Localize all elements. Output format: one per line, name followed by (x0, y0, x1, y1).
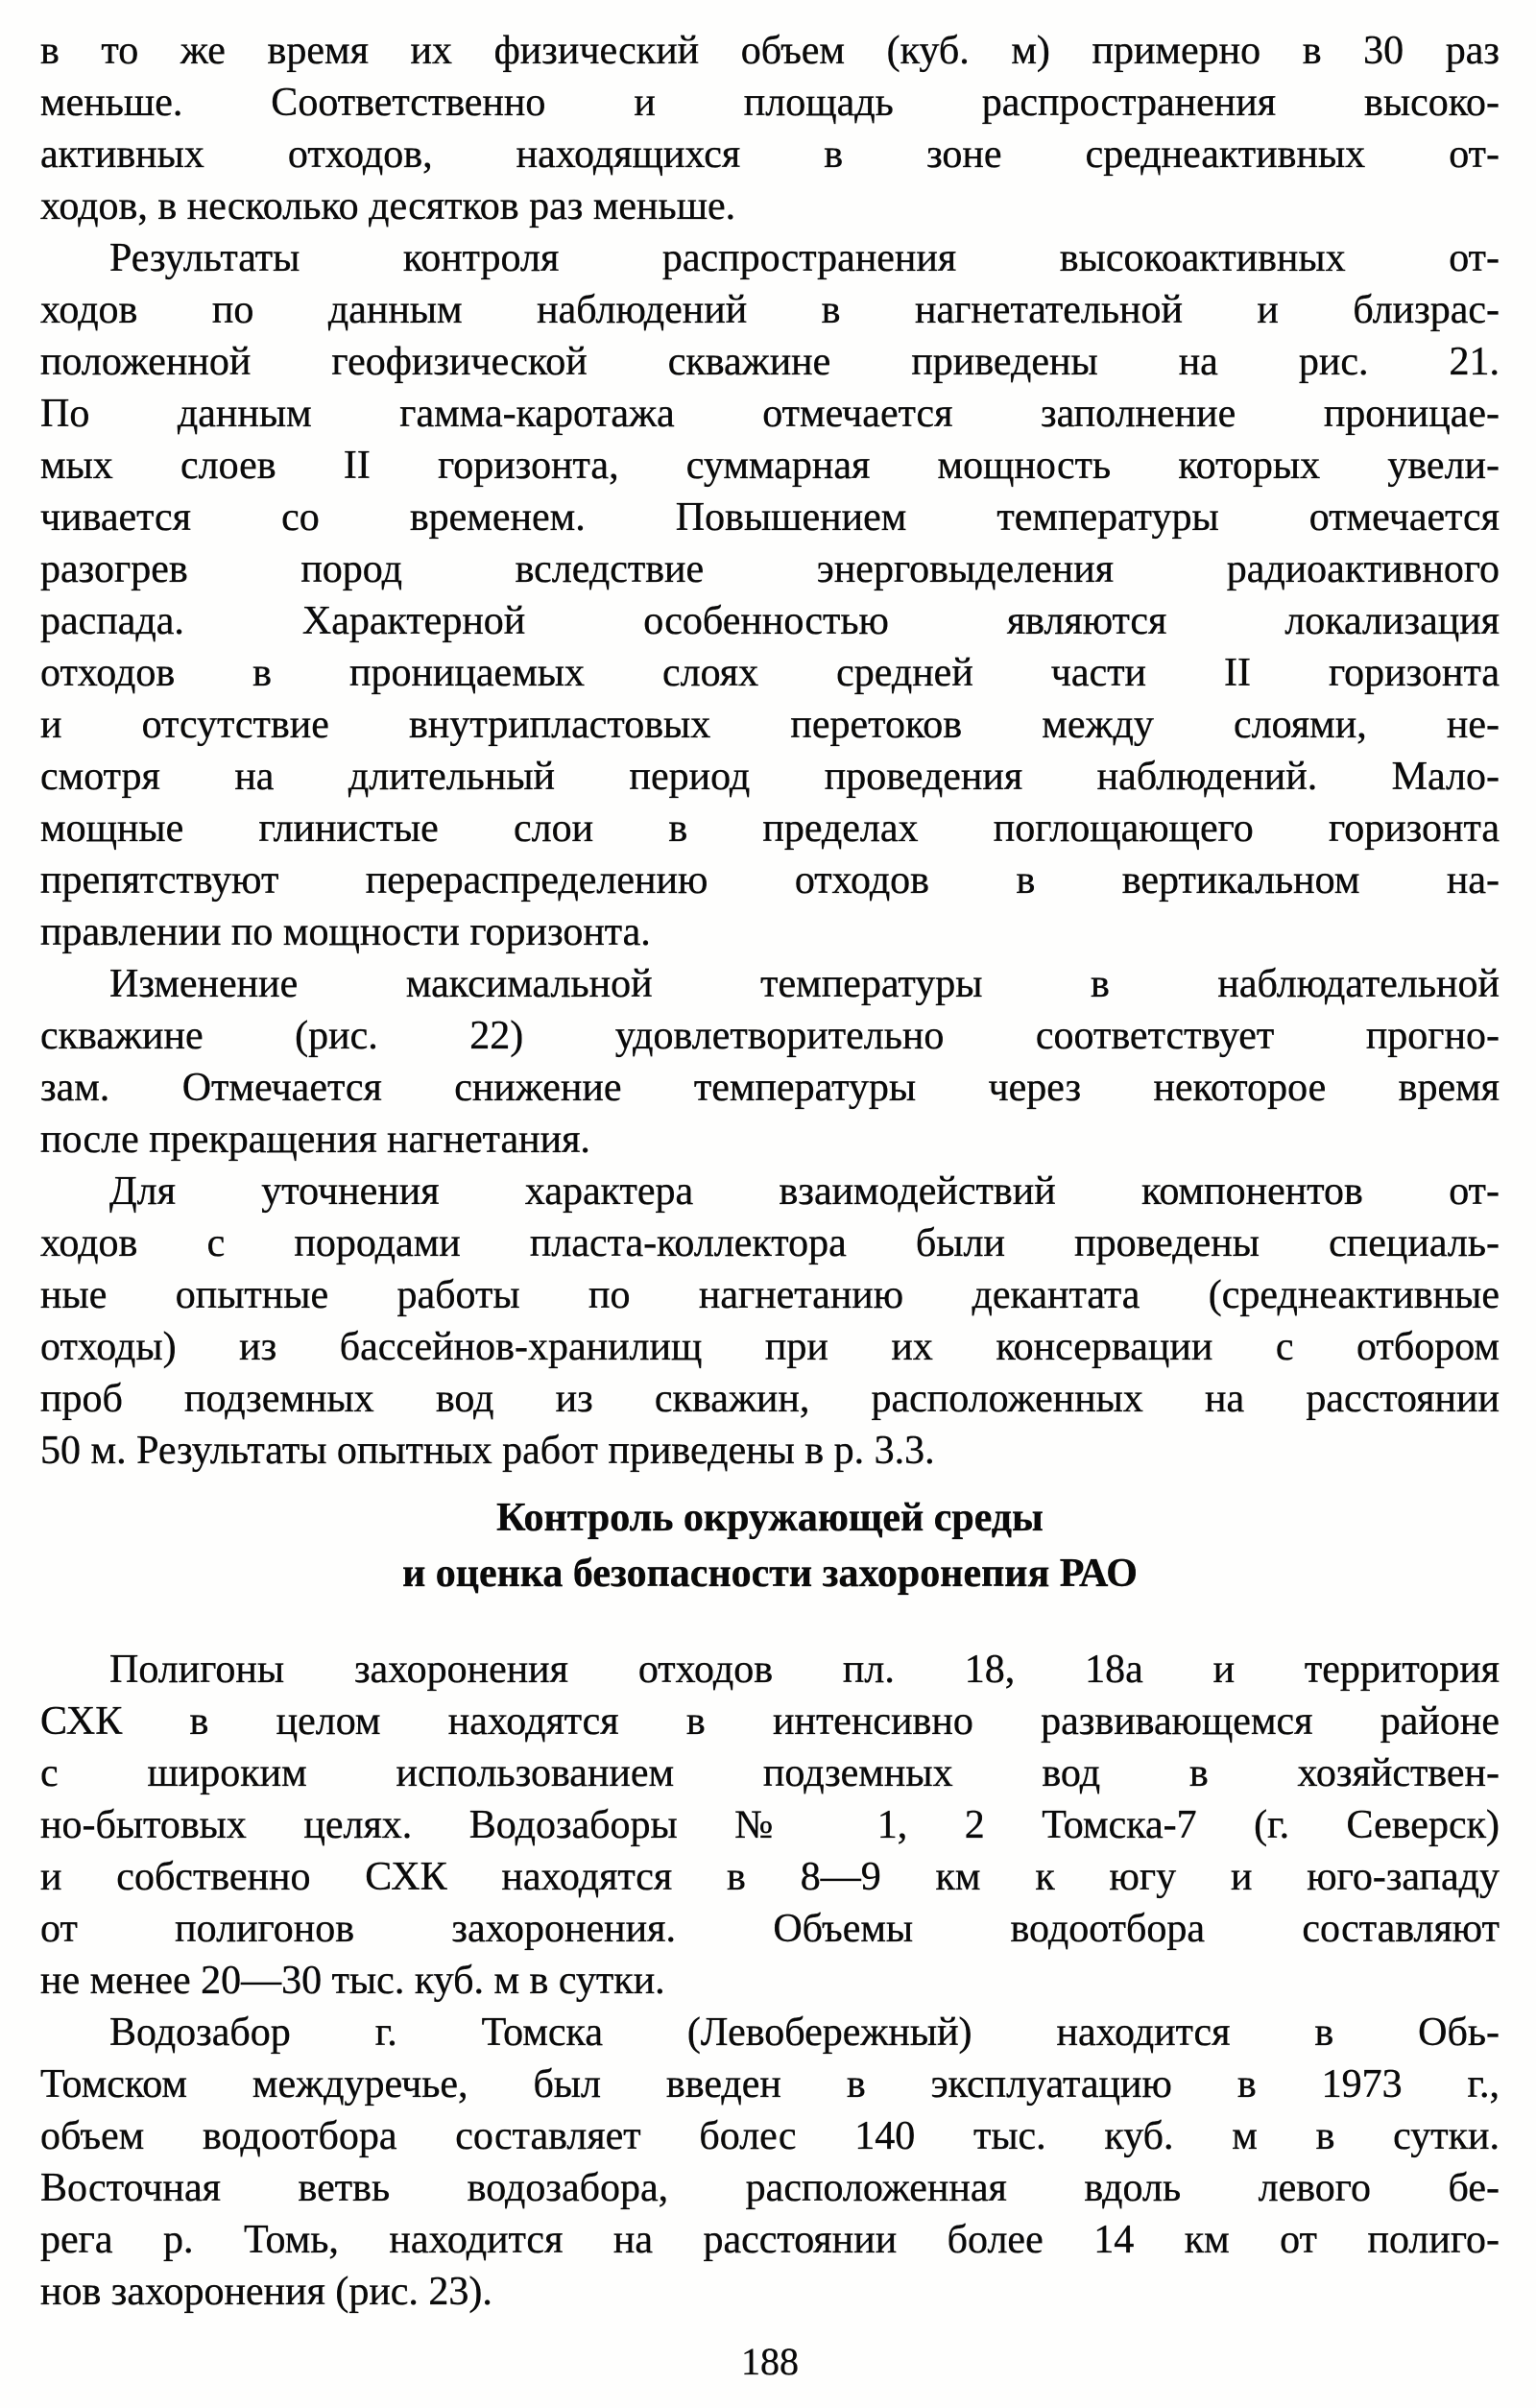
text-line: ходов по данным наблюдений в нагнетательной и близрас- (40, 288, 1500, 332)
text-line: разогрев пород вследствие энерговыделения радиоактивного (40, 547, 1500, 591)
text-line: активных отходов, находящихся в зоне среднеактивных от- (40, 132, 1500, 177)
text-line: объем водоотбора составляет болес 140 тыс. куб. м в сутки. (40, 2114, 1500, 2158)
text-line: проб подземных вод из скважин, расположенных на расстоянии (40, 1377, 1500, 1421)
section-heading-line-2: и оценка безопасности захоронепия РАО (402, 1552, 1138, 1596)
text-line: Для уточнения характера взаимодействий компонентов от- (109, 1169, 1500, 1214)
text-line: нов захоронения (рис. 23). (40, 2270, 492, 2314)
text-line: но-бытовых целях. Водозаборы № 1, 2 Томска-7 (г. Северск) (40, 1803, 1500, 1847)
text-line: от полигонов захоронения. Объемы водоотбора составляют (40, 1907, 1500, 1951)
text-line: мых слоев II горизонта, суммарная мощность которых увели- (40, 444, 1500, 488)
text-line: СХК в целом находятся в интенсивно развивающемся районе (40, 1699, 1500, 1744)
paragraph (40, 2007, 1500, 2318)
text-line: рега р. Томь, находится на расстоянии более 14 км от полиго- (40, 2218, 1500, 2262)
text-line: ходов с породами пласта-коллектора были проведены специаль- (40, 1221, 1500, 1265)
text-line: Изменение максимальной температуры в наблюдательной (109, 962, 1500, 1006)
text-line: ные опытные работы по нагнетанию декантата (среднеактивные (40, 1273, 1500, 1317)
text-line: правлении по мощности горизонта. (40, 910, 651, 954)
text-line: меньше. Соответственно и площадь распространения высоко- (40, 81, 1500, 125)
text-line: после прекращения нагнетания. (40, 1118, 590, 1162)
text-line: и отсутствие внутрипластовых перетоков между слоями, не- (40, 703, 1500, 747)
text-line: Восточная ветвь водозабора, расположенная вдоль левого бе- (40, 2166, 1500, 2210)
text-line: отходов в проницаемых слоях средней части II горизонта (40, 651, 1500, 695)
text-line: и собственно СХК находятся в 8—9 км к югу и юго-западу (40, 1855, 1500, 1899)
paragraph (40, 1166, 1500, 1477)
text-line: ходов, в несколько десятков раз меньше. (40, 184, 736, 229)
text-line: мощные глинистые слои в пределах поглощающего горизонта (40, 807, 1500, 851)
text-line: Водозабор г. Томска (Левобережный) находится в Обь- (109, 2011, 1500, 2055)
text-line: Томском междуречье, был введен в эксплуатацию в 1973 г., (40, 2062, 1500, 2107)
text-line: положенной геофизической скважине приведены на рис. 21. (40, 340, 1500, 384)
text-line: Результаты контроля распространения высокоактивных от- (109, 236, 1500, 280)
text-line: смотря на длительный период проведения наблюдений. Мало- (40, 755, 1500, 799)
text-line: чивается со временем. Повышением температуры отмечается (40, 495, 1500, 540)
text-line: распада. Характерной особенностью являются локализация (40, 599, 1500, 643)
text-line: зам. Отмечается снижение температуры через некоторое время (40, 1066, 1500, 1110)
paragraph (40, 25, 1500, 232)
text-line: не менее 20—30 тыс. куб. м в сутки. (40, 1959, 665, 2003)
text-line: в то же время их физический объем (куб. м) примерно в 30 раз (40, 29, 1500, 73)
text-line: препятствуют перераспределению отходов в вертикальном на- (40, 858, 1500, 903)
text-line: 50 м. Результаты опытных работ приведены в р. 3.3. (40, 1429, 935, 1473)
text-line: Полигоны захоронения отходов пл. 18, 18а и территория (109, 1648, 1500, 1692)
text-body (40, 25, 1500, 2385)
text-line: скважине (рис. 22) удовлетворительно соответствует прогно- (40, 1014, 1500, 1058)
paragraph (40, 232, 1500, 958)
section-heading-line-1: Контроль окружающей среды (496, 1496, 1044, 1540)
paragraph (40, 1644, 1500, 2007)
text-line: отходы) из бассейнов-хранилищ при их консервации с отбором (40, 1325, 1500, 1369)
paragraph (40, 958, 1500, 1166)
page-number: 188 (741, 2340, 799, 2383)
text-line: с широким использованием подземных вод в хозяйствен- (40, 1751, 1500, 1795)
section-heading (40, 1490, 1500, 1601)
text-line: По данным гамма-каротажа отмечается заполнение проницае- (40, 392, 1500, 436)
